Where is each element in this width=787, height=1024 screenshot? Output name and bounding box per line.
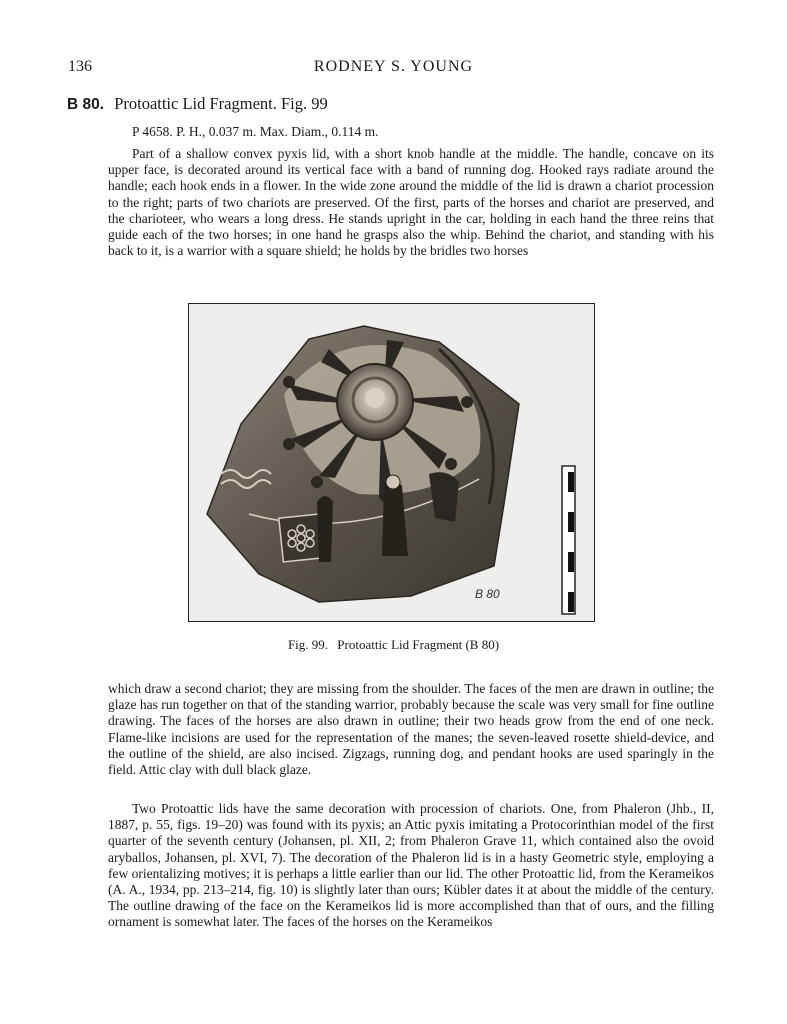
- entry-title-text: Protoattic Lid Fragment.: [114, 94, 277, 113]
- figure-caption: [0, 637, 787, 653]
- body-paragraph-2: which draw a second chariot; they are missing from the shoulder. The faces of the men are drawn in outline; the glaze has run together on that of the standing warrior, probably because the scale was very small for fine outline drawing. The faces of the horses are also drawn in outline; their two heads grow from the end of one neck. Flame-like incisions are used for the representation of the manes; the seven-leaved rosette shield-device, and the outline of the shield, are also incised. Zigzags, running dog, and pendant hooks are used sparingly in the field. Attic clay with dull black glaze.: [108, 681, 714, 778]
- lid-fragment-photo: [189, 304, 594, 621]
- running-head: RODNEY S. YOUNG: [313, 58, 474, 75]
- body-paragraph-3: Two Protoattic lids have the same decoration with procession of chariots. One, from Phaleron (Jhb., II, 1887, p. 55, figs. 19–20) was found with its pyxis; an Attic pyxis imitating a Protocorinthian model of the first quarter of the seventh century (Johansen, pl. XII, 2; from Phaleron Grave 11, which contained also the ovoid aryballos, Johansen, pl. XVI, 7). The decoration of the Phaleron lid is in a hasty Geometric style, employing a few orientalizing motives; it is perhaps a little earlier than our lid. The other Protoattic lid, from the Kerameikos (A. A., 1934, pp. 213–214, fig. 10) is slightly later than ours; Kübler dates it at about the middle of the century. The outline drawing of the face on the Kerameikos lid is more accomplished than that of ours, and the filling ornament is somewhat later. The faces of the horses on the Kerameikos: [108, 801, 714, 930]
- figure-caption-label: Fig. 99.: [287, 637, 329, 652]
- entry-id: B 80.: [67, 96, 105, 113]
- photo-label: B 80: [475, 587, 500, 601]
- entry-title: [67, 94, 328, 114]
- scale-bar: [562, 466, 575, 614]
- figure-caption-text: Protoattic Lid Fragment (B 80): [337, 637, 500, 652]
- figure-photo: [188, 303, 595, 622]
- entry-meta: P 4658. P. H., 0.037 m. Max. Diam., 0.114 m.: [132, 124, 379, 139]
- body-paragraph-1: Part of a shallow convex pyxis lid, with a short knob handle at the middle. The handle, concave on its upper face, is decorated around its vertical face with a band of running dog. Hooked rays radiate around the handle; each hook ends in a flower. In the wide zone around the middle of the lid is drawn a chariot procession to the right; parts of two chariots are preserved. Of the first, parts of the horses and chariot are preserved, and the charioteer, who wears a long dress. He stands upright in the car, holding in each hand the three reins that guide each of the two horses; in one hand he grasps also the whip. Behind the chariot, and standing with his back to it, is a warrior with a square shield; he holds by the bridles two horses: [108, 146, 714, 259]
- page-number: 136: [68, 58, 92, 75]
- square-shield: [279, 514, 323, 562]
- entry-fig-ref: Fig. 99: [281, 94, 328, 113]
